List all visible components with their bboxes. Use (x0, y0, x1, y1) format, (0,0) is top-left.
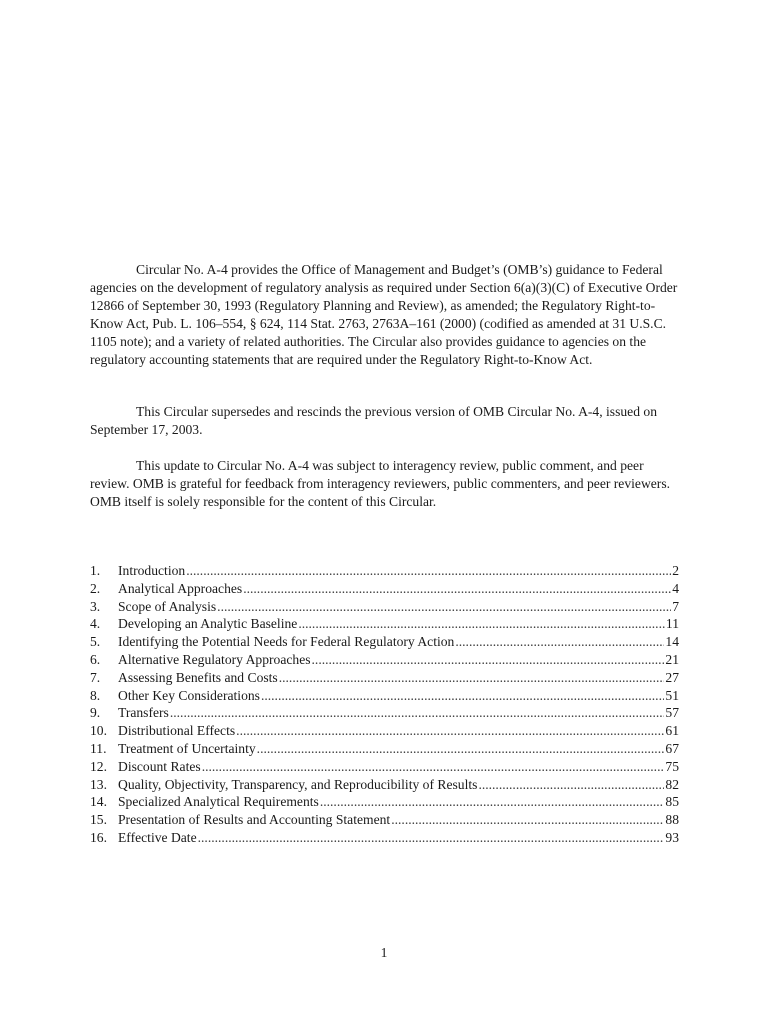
toc-entry-title: Specialized Analytical Requirements (118, 794, 319, 810)
toc-entry-title: Assessing Benefits and Costs (118, 669, 278, 685)
toc-dot-leader (186, 562, 671, 580)
paragraph-text: This Circular supersedes and rescinds the previous version of OMB Circular No. A-4, issued on September 17, 2003. (90, 404, 657, 437)
toc-entry-title: Treatment of Uncertainty (118, 740, 256, 756)
toc-entry-number: 2. (90, 580, 101, 596)
toc-dot-leader (478, 776, 664, 794)
toc-dot-leader (202, 758, 665, 776)
toc-entry[interactable] (90, 598, 679, 616)
toc-dot-leader (455, 633, 664, 651)
toc-entry-title: Other Key Considerations (118, 687, 260, 703)
toc-entry-page: 14 (665, 634, 679, 650)
toc-entry-number: 11. (90, 740, 107, 756)
toc-entry-number: 1. (90, 563, 101, 578)
toc-entry-title: Presentation of Results and Accounting Statement (118, 812, 391, 828)
toc-dot-leader (391, 811, 664, 829)
toc-entry-number: 4. (90, 616, 101, 632)
toc-entry-title: Alternative Regulatory Approaches (118, 651, 311, 667)
toc-entry[interactable] (90, 829, 679, 847)
toc-dot-leader (217, 598, 671, 616)
toc-entry-title: Identifying the Potential Needs for Federal Regulatory Action (118, 634, 455, 650)
intro-paragraph-1 (90, 261, 680, 369)
toc-entry-number: 16. (90, 829, 107, 845)
toc-entry-page: 93 (665, 829, 679, 845)
toc-dot-leader (243, 580, 671, 598)
toc-entry-title: Quality, Objectivity, Transparency, and Reproducibility of Results (118, 776, 478, 792)
toc-entry-page: 4 (672, 580, 679, 596)
toc-entry[interactable] (90, 651, 679, 669)
toc-entry-number: 8. (90, 687, 101, 703)
toc-entry-page: 61 (665, 723, 679, 739)
toc-entry[interactable] (90, 793, 679, 811)
toc-entry-number: 3. (90, 598, 101, 614)
page-number: 1 (380, 945, 388, 960)
toc-dot-leader (257, 740, 665, 758)
toc-entry-page: 2 (672, 563, 679, 578)
toc-dot-leader (170, 704, 665, 722)
toc-entry-page: 11 (665, 616, 679, 632)
toc-entry-number: 10. (90, 723, 107, 739)
toc-entry-number: 7. (90, 669, 101, 685)
toc-entry[interactable] (90, 704, 679, 722)
toc-entry-page: 67 (665, 740, 679, 756)
toc-dot-leader (236, 722, 664, 740)
toc-entry-page: 85 (665, 794, 679, 810)
table-of-contents (90, 562, 679, 847)
toc-dot-leader (261, 687, 664, 705)
toc-entry-title: Distributional Effects (118, 723, 236, 739)
toc-dot-leader (312, 651, 665, 669)
toc-entry[interactable] (90, 615, 679, 633)
toc-dot-leader (320, 793, 665, 811)
toc-entry-title: Developing an Analytic Baseline (118, 616, 298, 632)
toc-entry-number: 15. (90, 812, 107, 828)
toc-entry-number: 6. (90, 651, 101, 667)
toc-entry[interactable] (90, 740, 679, 758)
toc-entry-number: 5. (90, 634, 101, 650)
toc-entry[interactable] (90, 633, 679, 651)
toc-entry-title: Discount Rates (118, 758, 201, 774)
toc-entry-page: 21 (665, 651, 679, 667)
toc-entry-title: Transfers (118, 705, 169, 721)
toc-dot-leader (298, 615, 665, 633)
toc-entry-page: 75 (665, 758, 679, 774)
toc-entry[interactable] (90, 562, 679, 580)
toc-entry-page: 88 (665, 812, 679, 828)
intro-paragraph-3 (90, 457, 680, 511)
toc-entry[interactable] (90, 722, 679, 740)
toc-entry-page: 7 (672, 598, 679, 614)
toc-entry-number: 12. (90, 758, 107, 774)
paragraph-text: Circular No. A-4 provides the Office of Management and Budget’s (OMB’s) guidance to Federal agencies on the development of regulatory analysis as required under Section 6(a)(3)(C) of Executive Order 12866 of September 30, 1993 (Regulatory Planning and Review), as amended; the Regulatory Right-to-Know Act, Pub. L. 106–554, § 624, 114 Stat. 2763, 2763A–161 (2000) (codified as amended at 31 U.S.C. 1105 note); and a variety of related authorities. The Circular also provides guidance to agencies on the regulatory accounting statements that are required under the Regulatory Right-to-Know Act. (90, 262, 678, 367)
toc-entry[interactable] (90, 811, 679, 829)
toc-entry-number: 9. (90, 705, 101, 721)
toc-dot-leader (279, 669, 665, 687)
toc-dot-leader (198, 829, 665, 847)
toc-entry[interactable] (90, 687, 679, 705)
toc-entry[interactable] (90, 580, 679, 598)
toc-entry-number: 13. (90, 776, 107, 792)
toc-entry[interactable] (90, 669, 679, 687)
paragraph-text: This update to Circular No. A-4 was subject to interagency review, public comment, and peer review. OMB is grateful for feedback from interagency reviewers, public commenters, and peer reviewers. OMB itself is solely responsible for the content of this Circular. (90, 458, 671, 509)
toc-entry-title: Introduction (118, 563, 186, 578)
intro-paragraph-2 (90, 403, 680, 439)
toc-entry-page: 51 (665, 687, 679, 703)
toc-entry[interactable] (90, 758, 679, 776)
toc-entry-page: 82 (665, 776, 679, 792)
toc-entry-title: Scope of Analysis (118, 598, 217, 614)
toc-entry-title: Effective Date (118, 829, 197, 845)
toc-entry-page: 27 (665, 669, 679, 685)
toc-entry-number: 14. (90, 794, 107, 810)
toc-entry-title: Analytical Approaches (118, 580, 243, 596)
toc-entry-page: 57 (665, 705, 679, 721)
toc-entry[interactable] (90, 776, 679, 794)
